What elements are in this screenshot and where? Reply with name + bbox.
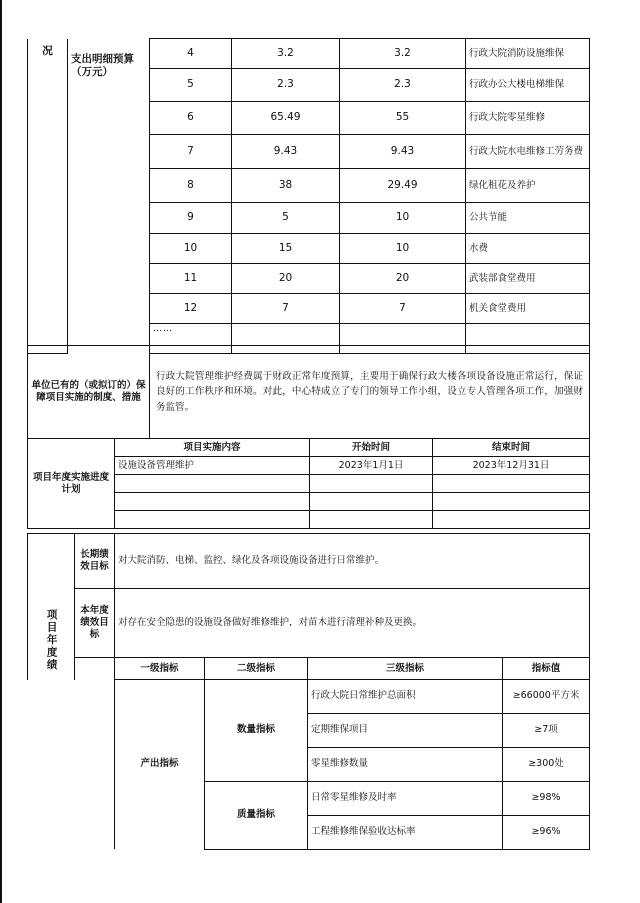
item-cell: 机关食堂费用: [466, 294, 590, 324]
year-goal-label: 本年度绩效目标: [75, 589, 115, 658]
measures-text: 行政大院管理维护经费属于财政正常年度预算，主要用于确保行政大楼各项设备设施正常运行，保证良好的工作秩序和环境。对此，中心特成立了专门的领导工作小组，设立专人管理各项工作，加强财务监管。: [150, 346, 590, 439]
budget-table: [27, 38, 590, 354]
measures-table: [27, 345, 590, 439]
item-cell: 公共节能: [466, 203, 590, 234]
plan-end: 2023年12月31日: [433, 457, 590, 475]
amount-cell: 3.2: [340, 39, 466, 69]
amount-cell: 20: [232, 264, 340, 294]
l1-output: 产出指标: [115, 679, 205, 849]
item-cell: 行政办公大楼电梯维保: [466, 69, 590, 102]
row-no: 9: [150, 203, 232, 234]
item-cell: 武装部食堂费用: [466, 264, 590, 294]
amount-cell: 9.43: [340, 135, 466, 169]
plan-header-end: 结束时间: [433, 439, 590, 457]
l2-quality: 质量指标: [205, 781, 308, 849]
item-cell: 绿化租花及养护: [466, 169, 590, 203]
left-border: [0, 0, 2, 903]
long-term-text: 对大院消防、电梯、监控、绿化及各项设施设备进行日常维护。: [115, 534, 590, 589]
plan-header-start: 开始时间: [310, 439, 433, 457]
indicator-name: 定期维保项目: [308, 713, 503, 747]
indicator-value: ≥300处: [503, 747, 590, 781]
empty-cell: [115, 511, 310, 529]
amount-cell: 7: [232, 294, 340, 324]
amount-cell: 10: [340, 203, 466, 234]
plan-header-content: 项目实施内容: [115, 439, 310, 457]
indicator-value: ≥7项: [503, 713, 590, 747]
plan-label: 项目年度实施进度计划: [28, 439, 115, 529]
row-no: 11: [150, 264, 232, 294]
row-no: 12: [150, 294, 232, 324]
indicator-name: 工程维修维保验收达标率: [308, 815, 503, 849]
row-no: 4: [150, 39, 232, 69]
empty-cell: [115, 493, 310, 511]
empty-cell: [75, 658, 115, 680]
header-l3: 三级指标: [308, 658, 503, 680]
row-no: 6: [150, 102, 232, 135]
header-l2: 二级指标: [205, 658, 308, 680]
row-no: 7: [150, 135, 232, 169]
indicator-value: ≥66000平方米: [503, 679, 590, 713]
amount-cell: 3.2: [232, 39, 340, 69]
item-cell: 行政大院消防设施维保: [466, 39, 590, 69]
item-cell: 行政大院水电维修工劳务费: [466, 135, 590, 169]
amount-cell: 7: [340, 294, 466, 324]
empty-cell: [310, 475, 433, 493]
amount-cell: 2.3: [232, 69, 340, 102]
empty-cell: [433, 475, 590, 493]
amount-cell: 5: [232, 203, 340, 234]
amount-cell: 2.3: [340, 69, 466, 102]
goals-table: [27, 533, 590, 680]
amount-cell: 20: [340, 264, 466, 294]
empty-cell: [310, 511, 433, 529]
row-no: 5: [150, 69, 232, 102]
empty-cell: [115, 475, 310, 493]
budget-label: 支出明细预算（万元）: [68, 39, 150, 354]
goals-side-label: 项目年度绩: [45, 608, 58, 672]
indicator-name: 日常零星维修及时率: [308, 781, 503, 815]
amount-cell: 29.49: [340, 169, 466, 203]
amount-cell: 10: [340, 234, 466, 264]
empty-cell: [433, 511, 590, 529]
amount-cell: 65.49: [232, 102, 340, 135]
measures-label: 单位已有的（或拟订的）保障项目实施的制度、措施: [28, 346, 150, 439]
indicator-value: ≥98%: [503, 781, 590, 815]
header-value: 指标值: [503, 658, 590, 680]
item-cell: 水费: [466, 234, 590, 264]
ellipsis-cell: ……: [150, 324, 232, 354]
amount-cell: 9.43: [232, 135, 340, 169]
row-no: 10: [150, 234, 232, 264]
plan-table: [27, 438, 590, 529]
plan-content: 设施设备管理维护: [115, 457, 310, 475]
header-l1: 一级指标: [115, 658, 205, 680]
indicator-name: 行政大院日常维护总面积: [308, 679, 503, 713]
amount-cell: 55: [340, 102, 466, 135]
situation-side-label: 况: [28, 39, 68, 354]
l2-quantity: 数量指标: [205, 679, 308, 781]
item-cell: 行政大院零星维修: [466, 102, 590, 135]
long-term-label: 长期绩效目标: [75, 534, 115, 589]
amount-cell: 38: [232, 169, 340, 203]
row-no: 8: [150, 169, 232, 203]
amount-cell: 15: [232, 234, 340, 264]
goals-side-cell: [28, 534, 75, 680]
indicator-table: [114, 679, 590, 850]
year-goal-text: 对存在安全隐患的设施设备做好维修维护，对苗木进行清理补种及更换。: [115, 589, 590, 658]
indicator-value: ≥96%: [503, 815, 590, 849]
empty-cell: [433, 493, 590, 511]
plan-start: 2023年1月1日: [310, 457, 433, 475]
indicator-name: 零星维修数量: [308, 747, 503, 781]
empty-cell: [310, 493, 433, 511]
